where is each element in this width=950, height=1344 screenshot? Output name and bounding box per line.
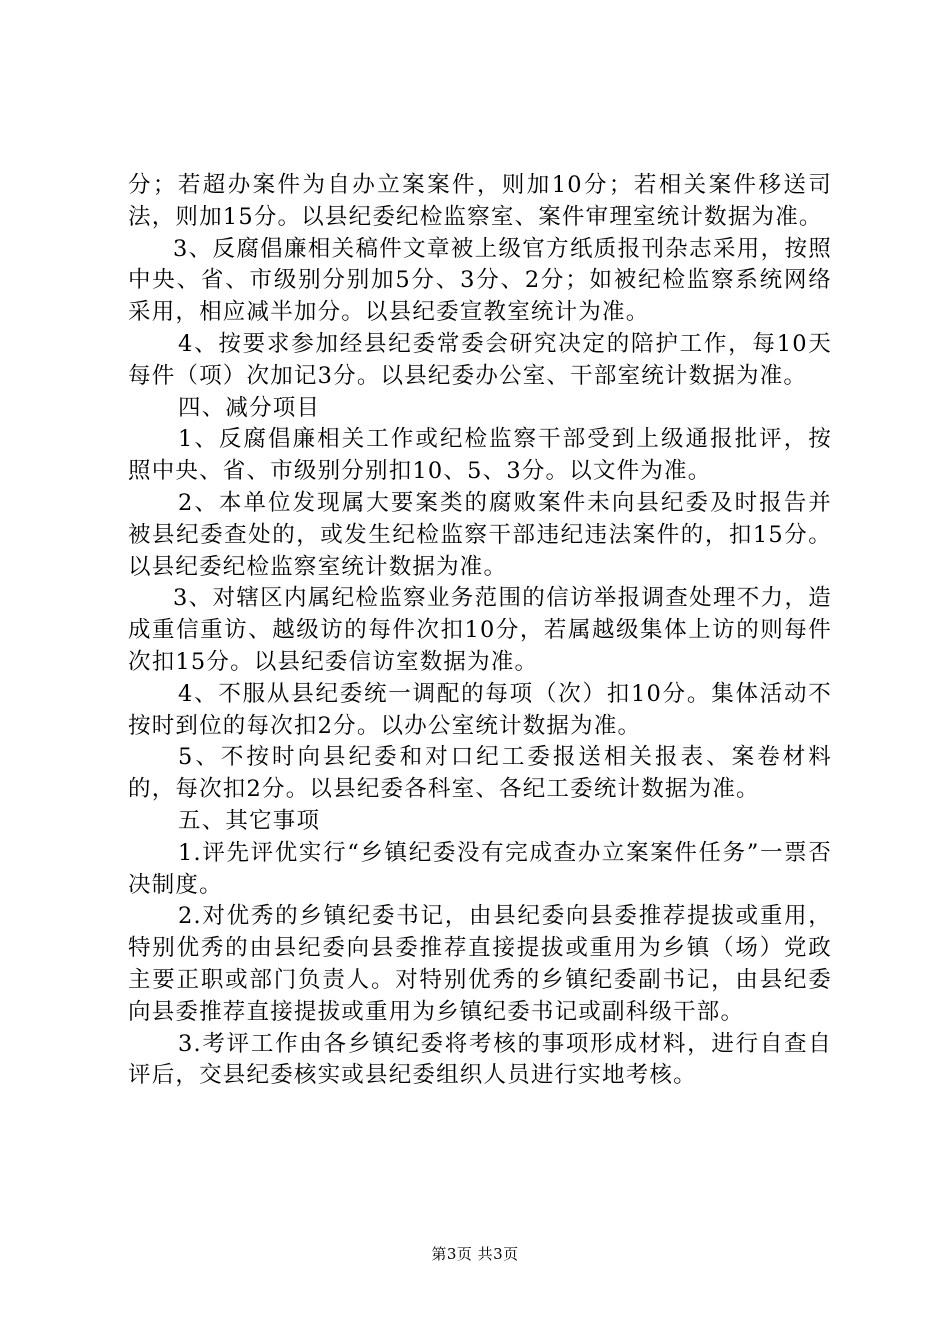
paragraph-bonus-item-3: 3、反腐倡廉相关稿件文章被上级官方纸质报刊杂志采用，按照中央、省、市级别分别加5分、3分、2分；如被纪检监察系统网络采用，相应减半加分。以县纪委宣教室统计为准。 [128, 235, 832, 326]
paragraph-other-item-1: 1.评先评优实行“乡镇纪委没有完成查办立案案件任务”一票否决制度。 [128, 839, 832, 898]
paragraph-deduction-item-4: 4、不服从县纪委统一调配的每项（次）扣10分。集体活动不按时到位的每次扣2分。以办公室统计数据为准。 [128, 680, 832, 739]
paragraph-deduction-item-1: 1、反腐倡廉相关工作或纪检监察干部受到上级通报批评，按照中央、省、市级别分别扣10、5、3分。以文件为准。 [128, 426, 832, 485]
section-heading-deductions: 四、减分项目 [178, 394, 321, 421]
paragraph-deduction-item-3: 3、对辖区内属纪检监察业务范围的信访举报调查处理不力，造成重信重访、越级访的每件次扣10分，若属越级集体上访的则每件次扣15分。以县纪委信访室数据为准。 [128, 585, 832, 675]
paragraph-continuation: 分；若超办案件为自办立案案件，则加10分；若相关案件移送司法，则加15分。以县纪委纪检监察室、案件审理室统计数据为准。 [128, 172, 832, 230]
paragraph-deduction-item-2: 2、本单位发现属大要案类的腐败案件未向县纪委及时报告并被县纪委查处的，或发生纪检监察干部违纪违法案件的，扣15分。以县纪委纪检监察室统计数据为准。 [128, 489, 832, 580]
paragraph-deduction-item-5: 5、不按时向县纪委和对口纪工委报送相关报表、案卷材料的，每次扣2分。以县纪委各科室、各纪工委统计数据为准。 [128, 744, 832, 803]
page-number-label: 第3页 共3页 [431, 1245, 519, 1263]
paragraph-other-item-2: 2.对优秀的乡镇纪委书记，由县纪委向县委推荐提拔或重用，特别优秀的由县纪委向县委推荐直接提拔或重用为乡镇（场）党政主要正职或部门负责人。对特别优秀的乡镇纪委副书记，由县纪委向县委推荐直接提拔或重用为乡镇纪委书记或副科级干部。 [128, 903, 832, 1025]
document-body [128, 170, 832, 1092]
section-heading-other-matters: 五、其它事项 [178, 807, 321, 834]
paragraph-bonus-item-4: 4、按要求参加经县纪委常委会研究决定的陪护工作，每10天每件（项）次加记3分。以县纪委办公室、干部室统计数据为准。 [128, 330, 832, 389]
paragraph-other-item-3: 3.考评工作由各乡镇纪委将考核的事项形成材料，进行自查自评后，交县纪委核实或县纪委组织人员进行实地考核。 [128, 1030, 832, 1089]
page-footer [0, 1243, 950, 1264]
